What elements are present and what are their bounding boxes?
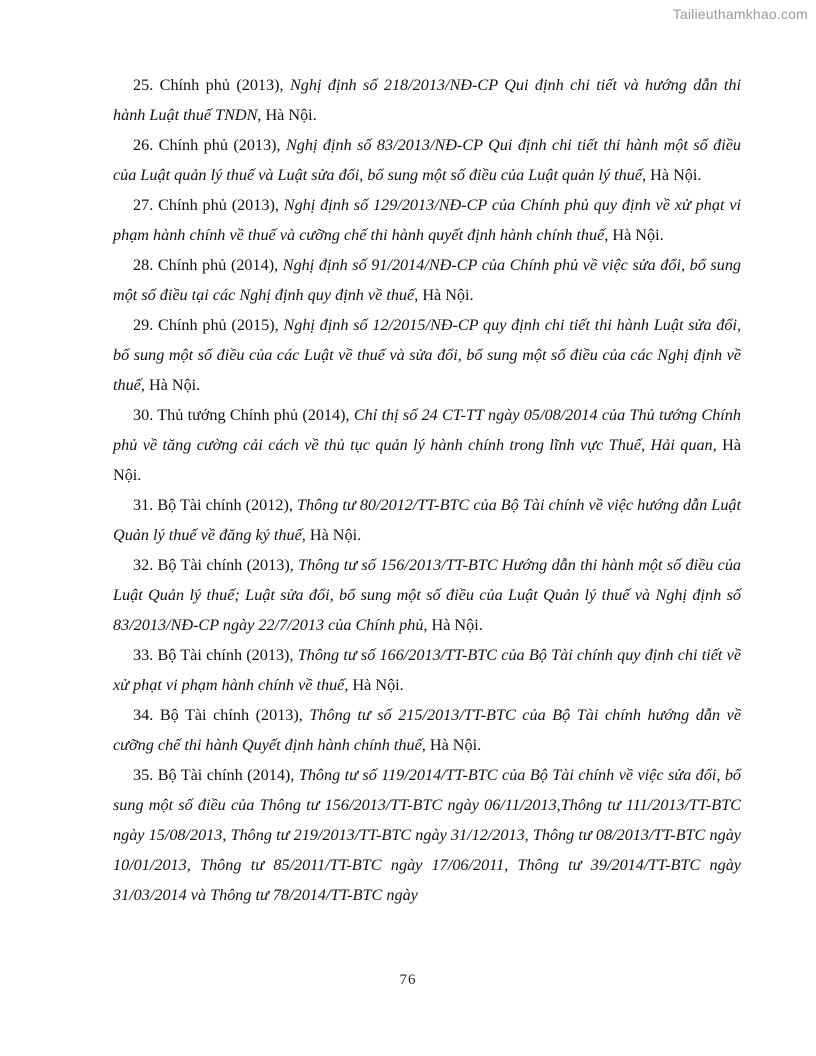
reference-number: 27. — [133, 196, 154, 214]
reference-item-32 — [113, 550, 741, 640]
reference-title: Chỉ thị số 24 CT-TT ngày 05/08/2014 của Thủ tướng Chính phủ về tăng cường cải cách về thủ tục quản lý hành chính trong lĩnh vực Thuế, Hải quan, — [113, 406, 741, 454]
reference-author: Chính phủ (2013), — [159, 76, 284, 94]
reference-item-25 — [113, 70, 741, 130]
reference-author: Bộ Tài chính (2013), — [157, 646, 294, 664]
reference-title: Nghị định số 129/2013/NĐ-CP của Chính phủ quy định về xử phạt vi phạm hành chính về thuế và cưỡng chế thi hành quyết định hành chính thuế, — [113, 196, 741, 244]
watermark: Tailieuthamkhao.com — [672, 6, 808, 22]
reference-author: Chính phủ (2014), — [157, 256, 279, 274]
reference-number: 28. — [133, 256, 154, 274]
reference-place: , Hà Nội. — [642, 166, 702, 184]
reference-item-26 — [113, 130, 741, 190]
reference-author: Bộ Tài chính (2012), — [157, 496, 293, 514]
reference-place: , Hà Nội. — [257, 106, 317, 124]
reference-author: Bộ Tài chính (2013), — [157, 556, 294, 574]
reference-place: , Hà Nội. — [423, 616, 483, 634]
reference-item-30 — [113, 400, 741, 490]
reference-title: Thông tư 80/2012/TT-BTC của Bộ Tài chính về việc hướng dẫn Luật Quản lý thuế về đăng ký thuế — [113, 496, 741, 544]
reference-author: Bộ Tài chính (2013), — [159, 706, 303, 724]
reference-number: 31. — [133, 496, 154, 514]
reference-number: 33. — [133, 646, 154, 664]
reference-place: Hà Nội. — [348, 676, 404, 694]
reference-place: , Hà Nội. — [301, 526, 362, 544]
reference-number: 29. — [133, 316, 154, 334]
reference-title: Thông tư số 156/2013/TT-BTC Hướng dẫn thi hành một số điều của Luật Quản lý thuế; Luật sửa đổi, bổ sung một số điều của Luật Quản lý thuế và Nghị định số 83/2013/NĐ-CP ngày 22/7/2013 của Chính phủ — [113, 556, 742, 634]
reference-title: Nghị định số 218/2013/NĐ-CP Qui định chi tiết và hướng dẫn thi hành Luật thuế TNDN — [113, 76, 742, 124]
reference-title: Thông tư số 166/2013/TT-BTC của Bộ Tài chính quy định chi tiết về xử phạt vi phạm hành chính về thuế, — [113, 646, 742, 694]
reference-number: 26. — [133, 136, 154, 154]
reference-title: Thông tư số 119/2014/TT-BTC của Bộ Tài chính về việc sửa đổi, bổ sung một số điều của Thông tư 156/2013/TT-BTC ngày 06/11/2013,Thông tư 111/2013/TT-BTC ngày 15/08/2013, Thông tư 219/2013/TT-BTC ngày 31/12/2013, Thông tư 08/2013/TT-BTC ngày 10/01/2013, Thông tư 85/2011/TT-BTC ngày 17/06/2011, Thông tư 39/2014/TT-BTC ngày 31/03/2014 và Thông tư 78/2014/TT-BTC ngày — [113, 766, 742, 904]
reference-title: Nghị định số 12/2015/NĐ-CP quy định chi tiết thi hành Luật sửa đổi, bổ sung một số điều của các Luật về thuế và sửa đổi, bổ sung một số điều của các Nghị định về thuế, — [113, 316, 741, 394]
reference-item-27 — [113, 190, 741, 250]
reference-author: Thủ tướng Chính phủ (2014), — [157, 406, 350, 424]
reference-item-34 — [113, 700, 741, 760]
reference-place: Hà Nội. — [608, 226, 664, 244]
reference-item-29 — [113, 310, 741, 400]
reference-number: 30. — [133, 406, 154, 424]
reference-place: , Hà Nội. — [414, 286, 474, 304]
reference-author: Chính phủ (2013), — [158, 196, 279, 214]
reference-place: , Hà Nội. — [421, 736, 482, 754]
reference-list — [113, 70, 741, 910]
reference-title: Nghị định số 91/2014/NĐ-CP của Chính phủ về việc sửa đổi, bổ sung một số điều tại các Nghị định quy định về thuế — [113, 256, 742, 304]
page-number: 76 — [399, 972, 417, 988]
reference-place: Hà Nội. — [144, 376, 201, 394]
reference-number: 35. — [133, 766, 154, 784]
reference-number: 32. — [133, 556, 154, 574]
reference-author: Bộ Tài chính (2014), — [157, 766, 295, 784]
reference-number: 25. — [133, 76, 154, 94]
reference-number: 34. — [133, 706, 154, 724]
reference-author: Chính phủ (2013), — [158, 136, 281, 154]
reference-item-31 — [113, 490, 741, 550]
reference-author: Chính phủ (2015), — [158, 316, 279, 334]
reference-item-35 — [113, 760, 741, 910]
reference-item-33 — [113, 640, 741, 700]
reference-item-28 — [113, 250, 741, 310]
reference-title: Nghị định số 83/2013/NĐ-CP Qui định chi tiết thi hành một số điều của Luật quản lý thuế và Luật sửa đổi, bổ sung một số điều của Luật quản lý thuế — [113, 136, 742, 184]
reference-title: Thông tư số 215/2013/TT-BTC của Bộ Tài chính hướng dẫn về cưỡng chế thi hành Quyết định hành chính thuế — [113, 706, 742, 754]
reference-place: Hà Nội. — [113, 436, 741, 484]
